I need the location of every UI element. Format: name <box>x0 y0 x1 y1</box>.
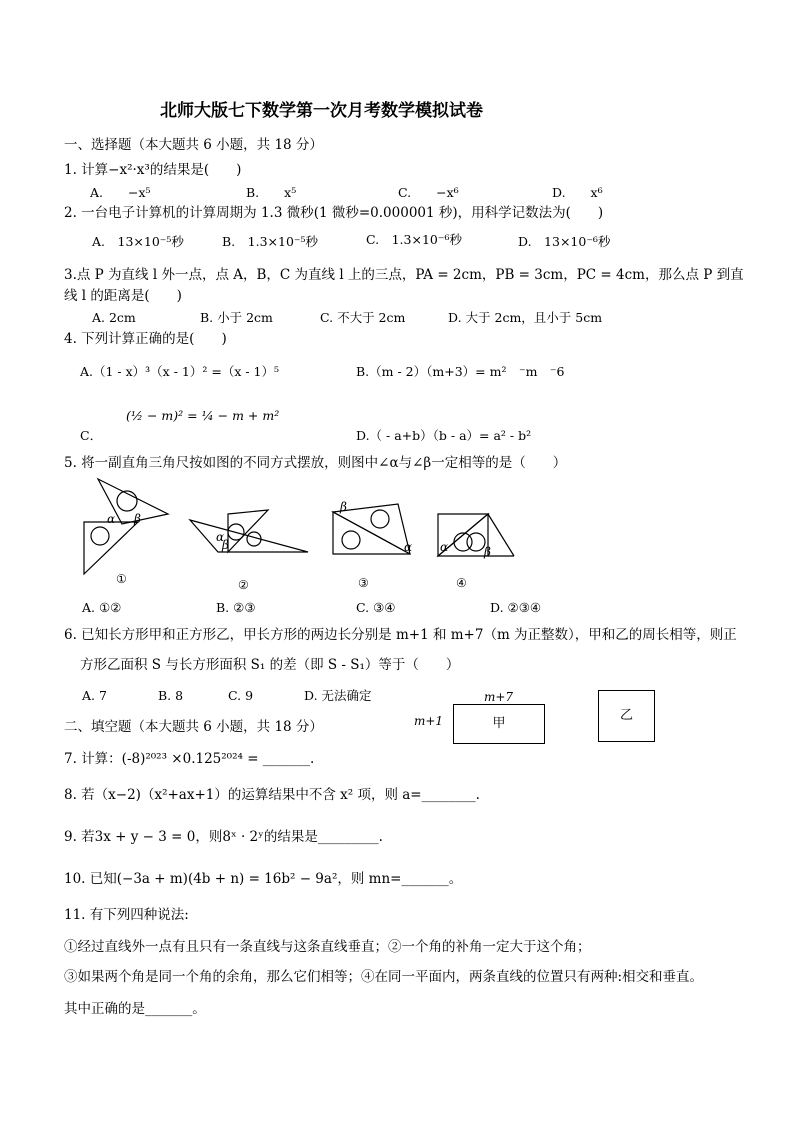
q3-option-a: A. 2cm <box>92 310 136 325</box>
rectangle-jia-label: 甲 <box>492 716 506 731</box>
q8: 8. 若（x−2)（x²+ax+1）的运算结果中不含 x² 项，则 a=________. <box>64 787 480 803</box>
fig1-alpha-label: α <box>107 512 116 526</box>
q11-stem: 11. 有下列四种说法: <box>64 907 189 923</box>
q3-stem-line2: 线 l 的距离是( ) <box>64 288 182 304</box>
fig3-beta-label: β <box>340 500 347 514</box>
rectangle-jia <box>453 704 545 744</box>
q3-option-c: C. 不大于 2cm <box>320 310 406 325</box>
section-1-heading: 一、选择题（本大题共 6 小题，共 18 分） <box>64 137 323 153</box>
fig1-number: ① <box>116 572 127 586</box>
fig1-beta-label: β <box>134 512 141 526</box>
q3-option-d: D. 大于 2cm，且小于 5cm <box>448 310 603 325</box>
q5-stem: 5. 将一副直角三角尺按如图的不同方式摆放，则图中∠α与∠β一定相等的是（ ） <box>64 455 567 471</box>
q6-option-a: A. 7 <box>82 688 107 703</box>
fig3-alpha-label: α <box>404 540 413 554</box>
fig2-number: ② <box>238 578 249 592</box>
q6-option-b: B. 8 <box>158 688 184 703</box>
q6-stem-line1: 6. 已知长方形甲和正方形乙，甲长方形的两边长分别是 m+1 和 m+7（m 为正整数），甲和乙的周长相等，则正 <box>64 627 737 643</box>
q6-option-c: C. 9 <box>228 688 254 703</box>
q10: 10. 已知(−3a + m)(4b + n) = 16b² − 9a²，则 mn=_______。 <box>64 871 463 887</box>
q4-option-c-label: C． <box>80 428 103 443</box>
q5-option-b: B. ②③ <box>216 600 256 615</box>
q6-option-d: D. 无法确定 <box>304 688 372 703</box>
page-title: 北师大版七下数学第一次月考数学模拟试卷 <box>160 101 483 121</box>
q4-option-a: A.（1 - x）³（x - 1）² =（x - 1）⁵ <box>80 364 279 379</box>
q11-line1: ①经过直线外一点有且只有一条直线与这条直线垂直；②一个角的补角一定大于这个角； <box>64 939 591 955</box>
q9: 9. 若3x + y − 3 = 0，则8ˣ · 2ʸ的结果是_________. <box>64 829 383 845</box>
figure-1-triangles <box>84 479 168 574</box>
q2-option-a: A. 13×10⁻⁵秒 <box>92 234 184 249</box>
q1-option-b: B. x⁵ <box>246 185 297 200</box>
q11-line2: ③如果两个角是同一个角的余角，那么它们相等；④在同一平面内，两条直线的位置只有两种:相交和垂直。 <box>64 969 704 985</box>
q1-option-d: D. x⁶ <box>552 185 603 200</box>
rect-top-label: m+7 <box>484 690 514 704</box>
q4-option-b: B.（m - 2）（m+3）= m² ⁻m ⁻6 <box>356 364 565 379</box>
rect-side-label: m+1 <box>414 714 444 728</box>
q2-option-d: D. 13×10⁻⁶秒 <box>518 234 611 249</box>
q1-stem: 1. 计算−x²·x³的结果是( ) <box>64 162 242 178</box>
q3-stem-line1: 3.点 P 为直线 l 外一点，点 A，B，C 为直线 l 上的三点，PA = 2cm，PB = 3cm，PC = 4cm，那么点 P 到直 <box>64 267 744 283</box>
fig2-alpha-label: α <box>216 530 225 544</box>
q2-option-c: C. 1.3×10⁻⁶秒 <box>366 232 462 247</box>
q5-option-c: C. ③④ <box>356 600 396 615</box>
q6-stem-line2: 方形乙面积 S 与长方形面积 S₁ 的差（即 S - S₁）等于（ ） <box>80 657 460 673</box>
q2-option-b: B. 1.3×10⁻⁵秒 <box>222 234 319 249</box>
figure-2-triangles <box>190 510 308 552</box>
q1-option-a: A. −x⁵ <box>90 185 151 200</box>
section-2-heading: 二、填空题（本大题共 6 小题，共 18 分） <box>64 719 323 735</box>
q5-option-a: A. ①② <box>82 600 122 615</box>
fig4-beta-label: β <box>484 545 491 559</box>
q1-option-c: C. −x⁶ <box>398 185 459 200</box>
square-yi <box>598 690 655 742</box>
figure-4-triangles <box>438 514 514 556</box>
fig2-beta-label: β <box>222 538 229 552</box>
q5-option-d: D. ②③④ <box>490 600 542 615</box>
q4-option-d: D.（ - a+b）（b - a）= a² - b² <box>356 428 532 443</box>
fig4-number: ④ <box>456 576 467 590</box>
q3-option-b: B. 小于 2cm <box>200 310 273 325</box>
q4-option-c-expression: (½ − m)² = ¼ − m + m² <box>126 408 280 423</box>
q4-stem: 4. 下列计算正确的是( ) <box>64 331 227 347</box>
q2-stem: 2. 一台电子计算机的计算周期为 1.3 微秒(1 微秒=0.000001 秒)，用科学记数法为( ) <box>64 205 604 221</box>
fig4-alpha-label: α <box>440 540 449 554</box>
square-yi-label: 乙 <box>619 708 633 723</box>
q11-line3: 其中正确的是_______。 <box>64 1001 206 1017</box>
q7: 7. 计算：(-8)²⁰²³ ×0.125²⁰²⁴ = _______. <box>64 751 315 767</box>
triangle-rulers-figure <box>78 474 518 592</box>
fig3-number: ③ <box>358 576 369 590</box>
